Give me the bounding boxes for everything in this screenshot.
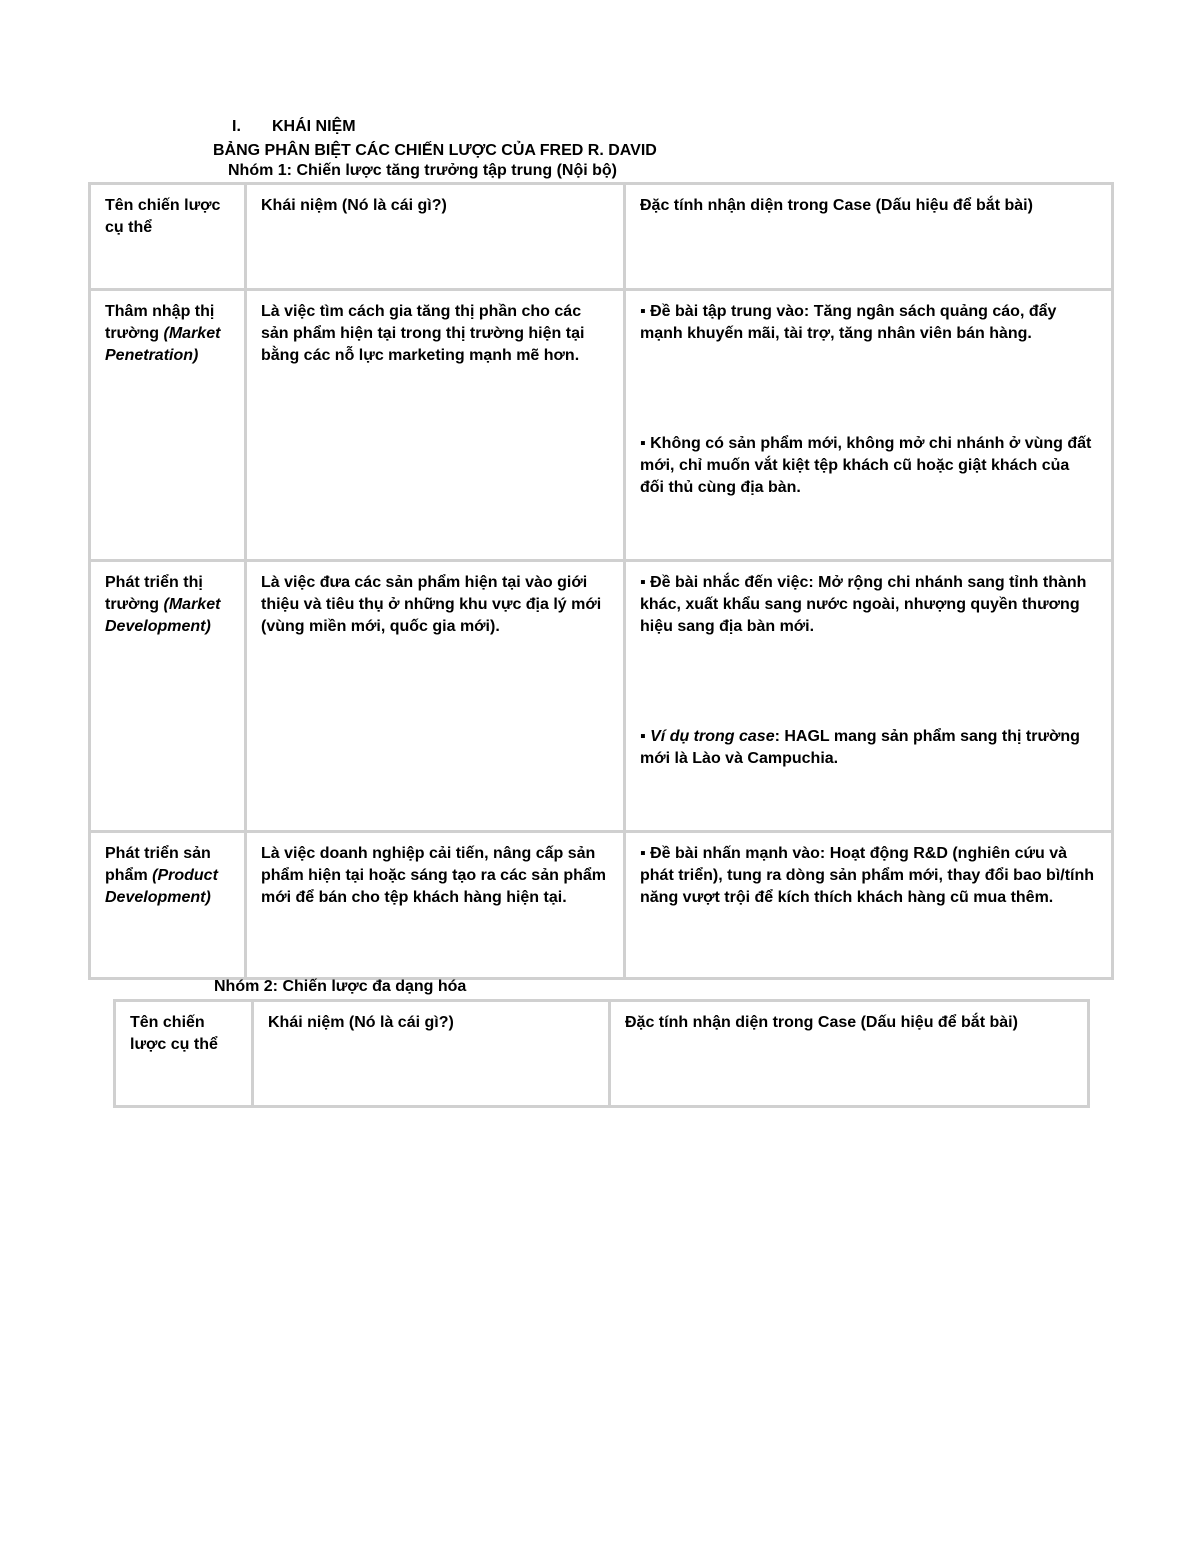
signs-cell <box>625 832 1113 979</box>
table-header-row <box>90 184 1113 290</box>
table-header-row <box>115 1001 1089 1107</box>
table-row <box>90 290 1113 561</box>
table-row <box>90 561 1113 832</box>
table-row <box>90 832 1113 979</box>
sign-bullet: ▪ Ví dụ trong case: HAGL mang sản phẩm sang thị trường mới là Lào và Campuchia. <box>640 728 1080 767</box>
concept-cell: Là việc doanh nghiệp cải tiến, nâng cấp sản phẩm hiện tại hoặc sáng tạo ra các sản phẩm mới để bán cho tệp khách hàng hiện tại. <box>246 832 625 979</box>
strategy-name-cell: Thâm nhập thị trường (Market Penetration) <box>90 290 246 561</box>
sign-bullet: ▪ Đề bài nhấn mạnh vào: Hoạt động R&D (nghiên cứu và phát triển), tung ra dòng sản phẩm mới, thay đổi bao bì/tính năng vượt trội để kích thích khách hàng cũ mua thêm. <box>640 845 1095 906</box>
strategy-table-group2 <box>113 999 1090 1108</box>
signs-cell <box>625 290 1113 561</box>
sign-bullet: ▪ Đề bài tập trung vào: Tăng ngân sách quảng cáo, đẩy mạnh khuyến mãi, tài trợ, tăng nhân viên bán hàng. <box>640 303 1057 342</box>
strategy-table-group1 <box>88 182 1114 980</box>
group1-title: Nhóm 1: Chiến lược tăng trưởng tập trung (Nội bộ) <box>228 162 617 179</box>
header-strategy-name: Tên chiến lược cụ thể <box>115 1001 253 1107</box>
header-concept: Khái niệm (Nó là cái gì?) <box>246 184 625 290</box>
section-number: I. <box>232 118 241 135</box>
header-strategy-name: Tên chiến lược cụ thể <box>90 184 246 290</box>
section-title: KHÁI NIỆM <box>272 118 356 135</box>
strategy-name-cell: Phát triển sản phẩm (Product Development) <box>90 832 246 979</box>
group2-title: Nhóm 2: Chiến lược đa dạng hóa <box>214 978 467 995</box>
sign-bullet: ▪ Đề bài nhắc đến việc: Mở rộng chi nhánh sang tỉnh thành khác, xuất khẩu sang nước ngoài, nhượng quyền thương hiệu sang địa bàn mới. <box>640 574 1087 635</box>
sign-bullet: ▪ Không có sản phẩm mới, không mở chi nhánh ở vùng đất mới, chỉ muốn vắt kiệt tệp khách cũ hoặc giật khách của đối thủ cùng địa bàn. <box>640 435 1092 496</box>
strategy-name-cell: Phát triển thị trường (Market Development) <box>90 561 246 832</box>
concept-cell: Là việc đưa các sản phẩm hiện tại vào giới thiệu và tiêu thụ ở những khu vực địa lý mới (vùng miền mới, quốc gia mới). <box>246 561 625 832</box>
header-concept: Khái niệm (Nó là cái gì?) <box>253 1001 610 1107</box>
document-title: BẢNG PHÂN BIỆT CÁC CHIẾN LƯỢC CỦA FRED R. DAVID <box>213 142 657 159</box>
concept-cell: Là việc tìm cách gia tăng thị phần cho các sản phẩm hiện tại trong thị trường hiện tại bằng các nỗ lực marketing mạnh mẽ hơn. <box>246 290 625 561</box>
header-signs: Đặc tính nhận diện trong Case (Dấu hiệu để bắt bài) <box>625 184 1113 290</box>
header-signs: Đặc tính nhận diện trong Case (Dấu hiệu để bắt bài) <box>610 1001 1089 1107</box>
signs-cell <box>625 561 1113 832</box>
